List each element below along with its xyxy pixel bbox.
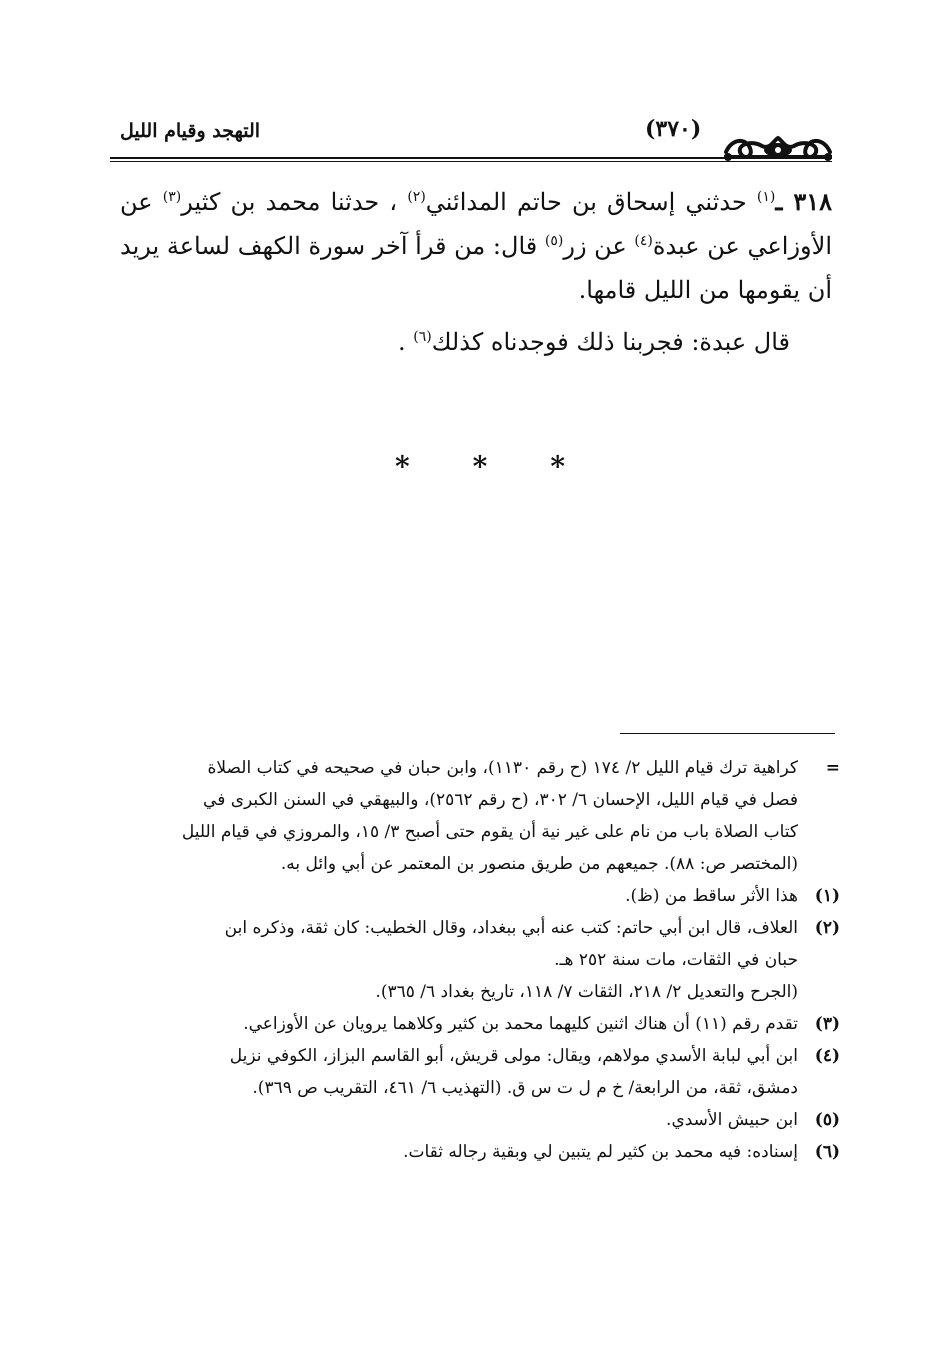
text-segment: ، حدثنا محمد بن كثير [181,188,398,216]
note-ref-3[interactable]: (٣) [162,189,182,205]
running-title: التهجد وقيام الليل [120,120,261,142]
page-number: (٣٧٠) [645,116,702,142]
note-ref-6[interactable]: (٦) [413,329,432,345]
footnote-line: (المختصر ص: ٨٨). جميعهم من طريق منصور بن المعتمر عن أبي وائل به. [280,854,798,874]
footnote-text [120,1008,798,1040]
quote-paragraph [120,320,832,364]
note-ref-1[interactable]: (١) [756,189,776,205]
footnote-marker: (٦) [814,1142,840,1162]
footnote-text [120,752,798,880]
quote-text: قال عبدة: فجربنا ذلك فوجدناه كذلك [431,328,790,356]
asterisk-icon: * [472,450,488,483]
footnote-line: كراهية ترك قيام الليل ٢/ ١٧٤ (ح رقم ١١٣٠)، وابن حبان في صحيحه في كتاب الصلاة [207,758,798,778]
footnote-line: إسناده: فيه محمد بن كثير لم يتبين لي وبقية رجاله ثقات. [403,1142,798,1162]
asterisk-icon: * [395,450,410,483]
note-ref-4[interactable]: (٤) [634,233,653,249]
footnote-text [120,880,798,912]
footnote-continuation [120,752,840,880]
note-ref-5[interactable]: (٥) [544,233,564,249]
quote-end: . [397,328,406,356]
footnote-marker: = [825,758,840,778]
footnote-line: العلاف، قال ابن أبي حاتم: كتب عنه أبي ببغداد، وقال الخطيب: كان ثقة، وذكره ابن [224,918,798,938]
footnote-line: دمشق، ثقة، من الرابعة/ خ م ل ت س ق. (التهذيب ٦/ ٤٦١، التقريب ص ٣٦٩). [252,1078,798,1098]
footnote-line: فصل في قيام الليل، الإحسان ٦/ ٣٠٢، (ح رقم ٢٥٦٢)، والبيهقي في السنن الكبرى في [203,790,798,810]
header-double-rule [110,157,832,162]
footnote-marker: (٣) [814,1014,840,1034]
footnote-5 [120,1104,840,1136]
footnote-line: كتاب الصلاة باب من نام على غير نية أن يقوم حتى أصبح ٣/ ١٥، والمروزي في قيام الليل [181,822,798,842]
footnote-text [120,1040,798,1104]
footnote-2 [120,912,840,1008]
footnote-line: حبان في الثقات، مات سنة ٢٥٢ هـ. [554,950,798,970]
footnotes [120,752,840,1168]
footnote-marker: (٢) [814,918,840,938]
text-segment: عن زر [563,232,627,260]
hadith-paragraph [120,180,832,312]
text-segment: قال: من قرأ آخر سورة الكهف لساعة يريد أن يقومها من الليل قامها. [120,232,832,304]
footnote-3 [120,1008,840,1040]
text-segment: حدثني إسحاق بن حاتم المدائني [425,188,747,216]
footnote-line: تقدم رقم (١١) أن هناك اثنين كليهما محمد بن كثير وكلاهما يرويان عن الأوزاعي. [243,1014,798,1034]
footnote-1 [120,880,840,912]
footnote-marker: (٥) [814,1110,840,1130]
footnote-marker: (١) [814,886,840,906]
hadith-number: ٣١٨ ـ [775,187,832,216]
footnote-6 [120,1136,840,1168]
footnote-marker: (٤) [814,1046,840,1066]
page-header [110,112,832,162]
footnote-rule [620,733,835,734]
main-text [120,180,832,364]
footnote-text [120,1104,798,1136]
footnote-line: ابن حبيش الأسدي. [666,1110,798,1130]
footnote-4 [120,1040,840,1104]
footnote-text [120,1136,798,1168]
footnote-text [120,912,798,1008]
footnote-line: ابن أبي لبابة الأسدي مولاهم، ويقال: مولى قريش، أبو القاسم البزاز، الكوفي نزيل [229,1046,798,1066]
asterism-separator [395,450,565,483]
asterisk-icon: * [550,450,565,483]
footnote-line: هذا الأثر ساقط من (ظ). [625,886,798,906]
footnote-line: (الجرح والتعديل ٢/ ٢١٨، الثقات ٧/ ١١٨، تاريخ بغداد ٦/ ٣٦٥). [375,982,798,1002]
text-segment: عن الأوزاعي عن عبدة [120,188,832,260]
note-ref-2[interactable]: (٢) [407,189,426,205]
